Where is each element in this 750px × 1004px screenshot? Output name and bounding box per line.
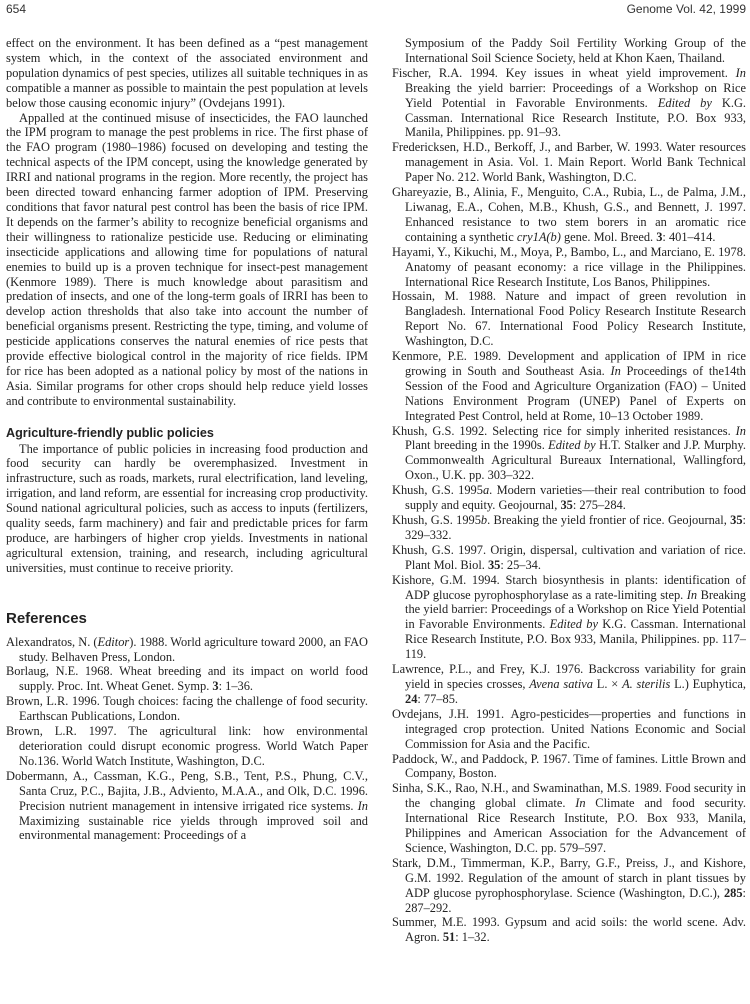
- reference-text: : 287–292.: [405, 885, 746, 915]
- journal-title: Genome Vol. 42, 1999: [626, 2, 746, 16]
- references-heading: References: [6, 609, 87, 627]
- reference-text: ). 1988. World agriculture toward 2000, an FAO study. Belhaven Press, London.: [19, 634, 368, 664]
- reference-text: Khush, G.S. 1995: [392, 483, 483, 498]
- left-column: [6, 36, 368, 843]
- reference-text: Summer, M.E. 1993. Gypsum and acid soils: the world scene. Adv. Agron.: [392, 915, 746, 945]
- reference-text: Khush, G.S. 1992. Selecting rice for simply inherited resistances.: [392, 423, 736, 438]
- italic-text: Edited by: [548, 438, 596, 453]
- reference-text: Maximizing sustainable rice yields through improved soil and environmental management: Proceedings of a: [19, 813, 368, 843]
- italic-text: In: [610, 363, 621, 378]
- reference-text: : 25–34.: [500, 557, 541, 572]
- reference-text: : 1–32.: [455, 930, 490, 945]
- reference-entry: [392, 752, 746, 782]
- italic-text: Edited by: [549, 617, 598, 632]
- reference-text: H.T. Stalker and J.P. Murphy. Commonwealth Agricultural Bureaux International, Wallingford, Oxon., U.K. pp. 303–322.: [405, 438, 746, 483]
- italic-text: b: [480, 513, 488, 527]
- reference-entry: [392, 707, 746, 752]
- reference-text: Kenmore, P.E. 1989. Development and application of IPM in rice growing in South and Southeast Asia.: [392, 349, 746, 378]
- reference-text: Fischer, R.A. 1994. Key issues in wheat yield improvement.: [392, 65, 736, 80]
- reference-text: . Modern varieties—their real contribution to food supply and equity. Geojournal,: [405, 483, 746, 513]
- reference-text: Climate and food security. International Rice Research Institute, P.O. Box 933, Manila, Philippines and American Association for the Advancement of Science, Washington, D.C. pp. 579–597.: [405, 796, 746, 855]
- reference-text: Fredericksen, H.D., Berkoff, J., and Barber, W. 1993. Water resources management in Asia. Vol. 1. Main Report. World Bank Technical Paper No. 212. World Bank, Washington, D.C.: [392, 140, 746, 185]
- reference-text: L. ×: [592, 676, 623, 691]
- reference-list-right: [392, 36, 746, 945]
- page-number: 654: [6, 2, 27, 16]
- reference-text: Proceedings of the14th Session of the Food and Agriculture Organization (FAO) – United Nations Environment Program (UNEP) Panel of Experts on Integrated Pest Control, held at Rome, 10–13 October 1989.: [405, 363, 747, 423]
- reference-text: : 1–36.: [218, 679, 254, 694]
- reference-entry: [392, 140, 746, 185]
- italic-text: In: [735, 423, 746, 438]
- italic-text: Editor: [97, 634, 130, 649]
- reference-text: Alexandratos, N. (: [6, 634, 98, 649]
- reference-entry: [392, 915, 746, 945]
- reference-text: Breaking the yield barrier: Proceedings of a Workshop on Rice Yield Potential in Favorable Environments.: [405, 587, 746, 632]
- italic-text: In: [735, 65, 746, 80]
- reference-entry: [392, 781, 746, 856]
- reference-text: K.G. Cassman. International Rice Research Institute, P.O. Box 933, Manila, Philippines. pp. 117–119.: [405, 617, 747, 662]
- reference-text: Ovdejans, J.H. 1991. Agro-pesticides—properties and functions in integraged crop protection. United Nations Economic and Social Commission for Asia and the Pacific.: [392, 706, 746, 751]
- reference-entry: [392, 36, 746, 66]
- bold-text: 24: [405, 691, 418, 706]
- body-paragraph: The importance of public policies in increasing food production and food security can hardly be overemphasized. Investment in infrastructure, such as roads, markets, rural electrification, land leveling, irrigation, and land reform, are essential for increasing crop productivity. Sound national agricultural policies, such as access to inputs (fertilizers, quality seeds, farm machinery) and fair and predictable prices for farm produce, are harbingers of higher crop yields. Investments in national agricultural extension, training, and research, including agricultural universities, must continue to receive priority.: [6, 441, 368, 575]
- reference-text: Borlaug, N.E. 1968. Wheat breeding and its impact on world food supply. Proc. Int. Wheat Genet. Symp.: [6, 664, 368, 694]
- reference-entry: [392, 513, 746, 543]
- reference-entry: [392, 856, 746, 916]
- body-paragraph: effect on the environment. It has been defined as a “pest management system which, in the context of the associated environment and population dynamics of pest species, utilizes all suitable techniques in as compatible a manner as possible to maintain the pest population at levels below those causing economic injury” (Ovdejans 1991).: [6, 36, 368, 110]
- reference-text: . Breaking the yield frontier of rice. Geojournal,: [487, 513, 731, 527]
- reference-text: Symposium of the Paddy Soil Fertility Working Group of the International Soil Science Society, held at Khon Kaen, Thailand.: [405, 36, 746, 65]
- reference-text: Breaking the yield barrier: Proceedings of a Workshop on Rice Yield Potential in Favorable Environments.: [405, 80, 746, 110]
- reference-entry: [6, 769, 368, 844]
- reference-text: gene. Mol. Breed.: [560, 229, 657, 244]
- reference-entry: [392, 349, 746, 424]
- reference-entry: [6, 635, 368, 665]
- reference-entry: [392, 662, 746, 707]
- reference-text: : 401–414.: [662, 229, 716, 244]
- reference-text: Brown, L.R. 1997. The agricultural link: how environmental deterioration could disrupt economic progress. World Watch Paper No.136. World Watch Institute, Washington, D.C.: [6, 724, 368, 768]
- reference-text: Khush, G.S. 1995: [392, 513, 481, 527]
- italic-text: In: [686, 587, 698, 602]
- italic-text: In: [357, 798, 368, 813]
- bold-text: 3: [656, 229, 663, 244]
- right-column: [392, 36, 746, 945]
- reference-text: Brown, L.R. 1996. Tough choices: facing the challenge of food security. Earthscan Publications, London.: [6, 694, 368, 724]
- reference-list-left: [6, 635, 368, 844]
- reference-text: Paddock, W., and Paddock, P. 1967. Time of famines. Little Brown and Company, Boston.: [392, 751, 746, 781]
- reference-text: Hayami, Y., Kikuchi, M., Moya, P., Bambo, L., and Marciano, E. 1978. Anatomy of peasant economy: a rice village in the Philippines. International Rice Research Institute, Los Banos, Philippines.: [392, 244, 746, 289]
- bold-text: 35: [560, 498, 573, 513]
- reference-entry: [392, 66, 746, 141]
- italic-text: a: [482, 483, 490, 498]
- bold-text: 35: [730, 513, 743, 527]
- reference-text: Stark, D.M., Timmerman, K.P., Barry, G.F., Preiss, J., and Kishore, G.M. 1992. Regulation of the amount of starch in plant tissues by ADP glucose pyrophosphorylase. Science (Washington, D.C.),: [392, 855, 746, 900]
- italic-text: A. sterilis: [622, 676, 671, 691]
- reference-text: Hossain, M. 1988. Nature and impact of green revolution in Bangladesh. International Food Policy Research Institute Research Report No. 67. International Food Policy Research Institute, Washington, D.C.: [392, 289, 746, 349]
- body-paragraph: Appalled at the continued misuse of insecticides, the FAO launched the IPM program to manage the pest problems in rice. The first phase of the FAO program (1980–1986) focused on developing and testing the technical aspects of the IPM concept, using the knowledge generated by IRRI and national programs in the region. More recently, the project has been directed toward enhancing farmer adoption of IPM. Preserving conditions that favor natural pest control has been the basis of rice IPM. It depends on the farmer’s ability to recognize beneficial organisms and their willingness to rationalize pesticide use. Reducing or eliminating insecticide applications and allowing time for populations of natural enemies to build up is a proven technique for insect-pest management (Kenmore 1989). There is much knowledge about parasitism and predation of insects, and one of the long-term goals of IRRI has been to develop action thresholds that also take into account the number of beneficial organisms present. Restricting the type, timing, and volume of pesticide applications conserves the natural enemies of rice pests that provide effective biological control in the majority of rice fields. IPM for rice has been adopted as a national policy by most of the nations in Asia. Similar programs for other crops should help reduce yield losses and contribute to environmental sustainability.: [6, 110, 368, 408]
- reference-entry: [6, 724, 368, 769]
- reference-entry: [392, 483, 746, 513]
- reference-text: Sinha, S.K., Rao, N.H., and Swaminathan, M.S. 1989. Food security in the changing global climate.: [392, 781, 746, 811]
- italic-text: In: [575, 796, 586, 811]
- reference-text: Ghareyazie, B., Alinia, F., Menguito, C.A., Rubia, L., de Palma, J.M., Liwanag, E.A., Cohen, M.B., Khush, G.S., and Bennett, J. 1997. Enhanced resistance to two stem borers in an aromatic rice containing a synthetic: [392, 185, 746, 244]
- section-heading: Agriculture-friendly public policies: [6, 425, 214, 440]
- reference-text: Lawrence, P.L., and Frey, K.J. 1976. Backcross variability for grain yield in species crosses,: [392, 662, 746, 691]
- italic-text: Edited by: [657, 95, 712, 110]
- reference-text: : 275–284.: [572, 498, 626, 513]
- reference-text: Kishore, G.M. 1994. Starch biosynthesis in plants: identification of ADP glucose pyrophosphorylase as a rate-limiting step.: [392, 572, 746, 602]
- reference-text: K.G. Cassman. International Rice Research Institute, P.O. Box 933, Manila, Philippines. pp. 91–93.: [405, 95, 746, 140]
- reference-entry: [392, 573, 746, 662]
- reference-entry: [392, 245, 746, 290]
- bold-text: 51: [442, 930, 456, 945]
- reference-text: Khush, G.S. 1997. Origin, dispersal, cultivation and variation of rice. Plant Mol. Biol.: [392, 542, 746, 572]
- reference-text: Dobermann, A., Cassman, K.G., Peng, S.B., Tent, P.S., Phung, C.V., Santa Cruz, P.C., Bajita, J.B., Adviento, M.A.A., and Olk, D.C. 1996. Precision nutrient management in intensive irrigated rice systems.: [6, 768, 368, 813]
- reference-text: : 77–85.: [417, 691, 459, 706]
- reference-text: Plant breeding in the 1990s.: [405, 438, 549, 453]
- reference-entry: [6, 694, 368, 724]
- reference-entry: [6, 664, 368, 694]
- bold-text: 3: [212, 679, 219, 694]
- page-header: [0, 2, 750, 18]
- bold-text: 285: [723, 885, 743, 900]
- italic-text: Avena sativa: [529, 676, 593, 691]
- reference-entry: [392, 185, 746, 245]
- reference-text: : 329–332.: [405, 513, 746, 542]
- reference-entry: [392, 424, 746, 484]
- reference-entry: [392, 289, 746, 349]
- reference-text: L.) Euphytica,: [670, 676, 747, 691]
- bold-text: 35: [487, 557, 501, 572]
- italic-text: cry1A(b): [516, 229, 561, 244]
- reference-entry: [392, 543, 746, 573]
